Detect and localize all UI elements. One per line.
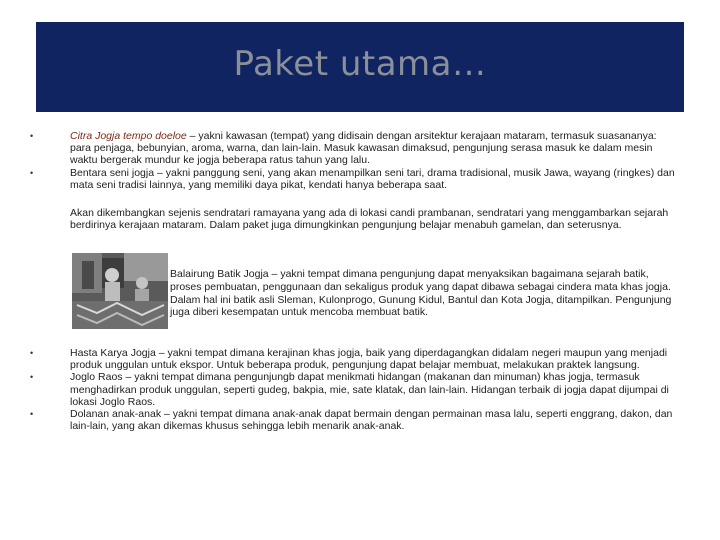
list-item xyxy=(30,167,680,191)
photo-image xyxy=(72,253,168,329)
list-item-text: Hasta Karya Jogja – yakni tempat dimana kerajinan khas jogja, baik yang diperdagangkan didalam negeri maupun yang menjadi produk unggulan untuk ekspor. Untuk beberapa produk, pengunjung dapat belajar membuat, melakukan praktek langsung. xyxy=(70,347,668,372)
list-item-text: Dolanan anak-anak – yakni tempat dimana anak-anak dapat bermain dengan permainan masa lalu, seperti enggrang, dakon, dan lain-lain, yang akan dikemas khusus sehingga lebih menarik anak-anak. xyxy=(70,408,673,433)
paragraph-continuation: Akan dikembangkan sejenis sendratari ramayana yang ada di lokasi candi prambanan, sendratari yang menggambarkan sejarah berdirinya kerajaan mataram. Dalam paket juga dimungkinkan pengunjung belajar menabuh gamelan, dan seterusnya. xyxy=(70,207,669,232)
emphasis-text: Citra Jogja tempo doeloe xyxy=(70,130,187,142)
bullet-icon: • xyxy=(30,167,34,178)
batik-photo xyxy=(72,253,168,329)
list-item-text: Bentara seni jogja – yakni panggung seni, yang akan menampilkan seni tari, drama tradisional, musik Jawa, wayang (ringkes) dan mata seni tradisi lainnya, yang memiliki daya pikat, kendati hanya beberapa saat. xyxy=(70,166,675,191)
bullet-icon: • xyxy=(30,409,34,420)
bullet-icon: • xyxy=(30,348,34,358)
item-body: – yakni kawasan (tempat) yang didisain dengan arsitektur kerajaan mataram, termasuk suasananya: para penjaga, bebunyian, aroma, warna, dan lain-lain. Masuk kawasan dimaksud, pengunjung serasa masuk ke dalam mesin waktu bergerak mundur ke jogja beberapa ratus tahun yang lalu. xyxy=(70,130,657,167)
bullet-icon: • xyxy=(30,131,34,141)
slide-title: Paket utama… xyxy=(233,44,487,84)
list-item-text xyxy=(70,130,680,167)
balairung-paragraph: Balairung Batik Jogja – yakni tempat dimana pengunjung dapat menyaksikan bagaimana sejarah batik, proses pembuatan, penggunaan dan sekaligus produk yang dapat dibawa sebagai cindera mata khas jogja. Dalam hal ini batik asli Sleman, Kulonprogo, Gunung Kidul, Bantul dan Kota Jogja, ditampilkan. Pengunjung juga diberi kesempatan untuk mencoba membuat batik. xyxy=(170,268,672,319)
bullet-list-bottom xyxy=(30,347,680,432)
list-item xyxy=(30,371,680,408)
title-banner xyxy=(36,22,684,112)
list-item xyxy=(30,130,680,167)
list-item-text: Joglo Raos – yakni tempat dimana pengunjungb dapat menikmati hidangan (makanan dan minuman) khas jogja, termasuk menghadirkan produk unggulan, seperti gudeg, bakpia, mie, sate klatak, dan lain-lain. Hidangan terbaik di jogja dapat dijumpai di lokasi Joglo Raos. xyxy=(70,371,669,408)
bullet-icon: • xyxy=(30,372,34,383)
list-item xyxy=(30,408,680,432)
bullet-list-top xyxy=(30,130,680,191)
list-item xyxy=(30,347,680,371)
